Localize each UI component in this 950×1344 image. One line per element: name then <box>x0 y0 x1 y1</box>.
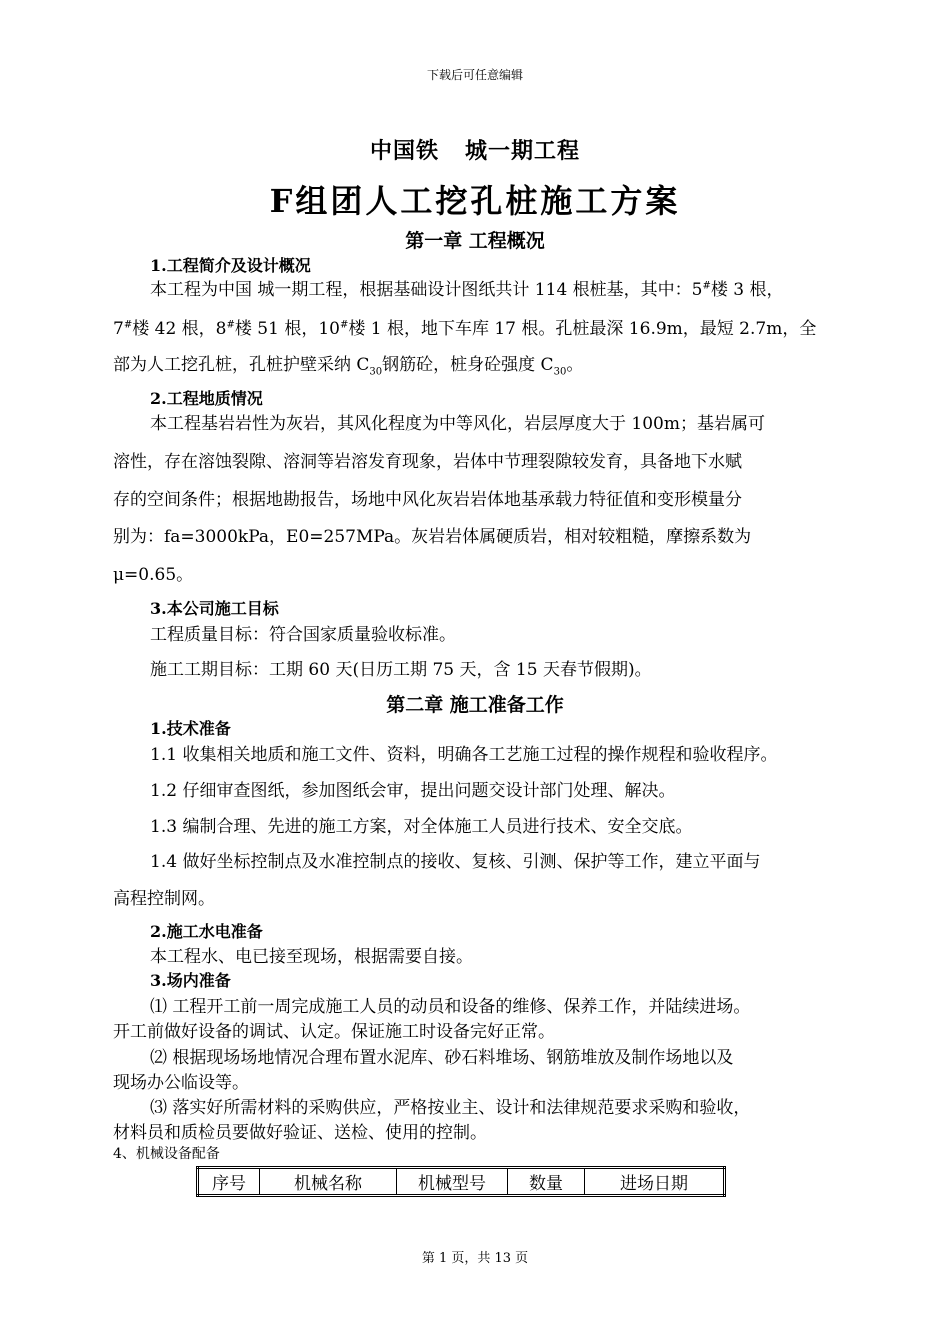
document-title: F组团人工挖孔桩施工方案 <box>269 182 681 220</box>
section-2-3-heading: 3.场内准备 <box>150 971 231 990</box>
paragraph-line: 本工程水、电已接至现场，根据需要自接。 <box>150 947 473 967</box>
equipment-table <box>196 1166 726 1197</box>
paragraph-line: 7#楼 42 根，8#楼 51 根，10#楼 1 根，地下车库 17 根。孔桩最深 16.9m，最短 2.7m，全 <box>113 319 817 339</box>
section-1-3-heading: 3.本公司施工目标 <box>150 599 279 618</box>
paragraph-line: 高程控制网。 <box>113 889 215 909</box>
paragraph-line: 1.4 做好坐标控制点及水准控制点的接收、复核、引测、保护等工作，建立平面与 <box>150 852 761 872</box>
paragraph-line: 别为：fa=3000kPa，E0=257MPa。灰岩岩体属硬质岩，相对较粗糙，摩擦系数为 <box>113 527 752 547</box>
paragraph-line: 开工前做好设备的调试、认定。保证施工时设备完好正常。 <box>113 1022 555 1042</box>
paragraph-line: 存的空间条件；根据地勘报告，场地中风化灰岩岩体地基承载力特征值和变形模量分 <box>113 490 742 510</box>
table-header-cell: 机械名称 <box>260 1168 397 1196</box>
project-title-part-2: 城一期工程 <box>465 138 581 164</box>
section-2-2-heading: 2.施工水电准备 <box>150 922 263 941</box>
section-2-4-heading: 4、机械设备配备 <box>113 1146 220 1162</box>
page-footer: 第 1 页，共 13 页 <box>421 1251 529 1266</box>
paragraph-line: 部为人工挖孔桩，孔桩护壁采纳 $C_{30}$钢筋砼，桩身砼强度 $C_{30}$。 <box>113 355 584 378</box>
paragraph-line: 施工工期目标：工期 60 天(日历工期 75 天，含 15 天春节假期)。 <box>150 660 652 680</box>
project-title-part-1: 中国铁 <box>369 138 439 164</box>
section-1-1-heading: 1.工程简介及设计概况 <box>150 256 311 275</box>
page-header-note: 下载后可任意编辑 <box>426 68 523 82</box>
section-2-1-heading: 1.技术准备 <box>150 719 231 738</box>
table-header-cell: 机械型号 <box>397 1168 508 1196</box>
paragraph-line: ⑴ 工程开工前一周完成施工人员的动员和设备的维修、保养工作，并陆续进场。 <box>150 997 751 1017</box>
table-header-row <box>198 1168 725 1196</box>
section-1-2-heading: 2.工程地质情况 <box>150 389 263 408</box>
chapter-2-heading: 第二章 施工准备工作 <box>386 694 564 716</box>
paragraph-line: 本工程基岩岩性为灰岩，其风化程度为中等风化，岩层厚度大于 100m；基岩属可 <box>150 414 765 434</box>
paragraph-line: 现场办公临设等。 <box>113 1073 249 1093</box>
paragraph-line: 1.3 编制合理、先进的施工方案，对全体施工人员进行技术、安全交底。 <box>150 817 693 837</box>
paragraph-line: 工程质量目标：符合国家质量验收标准。 <box>150 625 456 645</box>
table-header-cell: 数量 <box>508 1168 585 1196</box>
table-header-cell: 序号 <box>198 1168 260 1196</box>
paragraph-line: 本工程为中国 城一期工程，根据基础设计图纸共计 114 根桩基，其中：5#楼 3 根， <box>150 280 784 300</box>
paragraph-line: 1.2 仔细审查图纸，参加图纸会审，提出问题交设计部门处理、解决。 <box>150 781 676 801</box>
chapter-1-heading: 第一章 工程概况 <box>405 230 545 252</box>
paragraph-line: ⑶ 落实好所需材料的采购供应，严格按业主、设计和法律规范要求采购和验收， <box>150 1098 751 1118</box>
paragraph-line: ⑵ 根据现场场地情况合理布置水泥库、砂石料堆场、钢筋堆放及制作场地以及 <box>150 1048 734 1068</box>
table-header-cell: 进场日期 <box>585 1168 725 1196</box>
paragraph-line: 材料员和质检员要做好验证、送检、使用的控制。 <box>113 1123 487 1143</box>
project-title <box>0 134 950 165</box>
paragraph-line: 溶性，存在溶蚀裂隙、溶洞等岩溶发育现象，岩体中节理裂隙较发育，具备地下水赋 <box>113 452 742 472</box>
paragraph-line: μ=0.65。 <box>113 565 194 585</box>
paragraph-line: 1.1 收集相关地质和施工文件、资料，明确各工艺施工过程的操作规程和验收程序。 <box>150 745 778 765</box>
